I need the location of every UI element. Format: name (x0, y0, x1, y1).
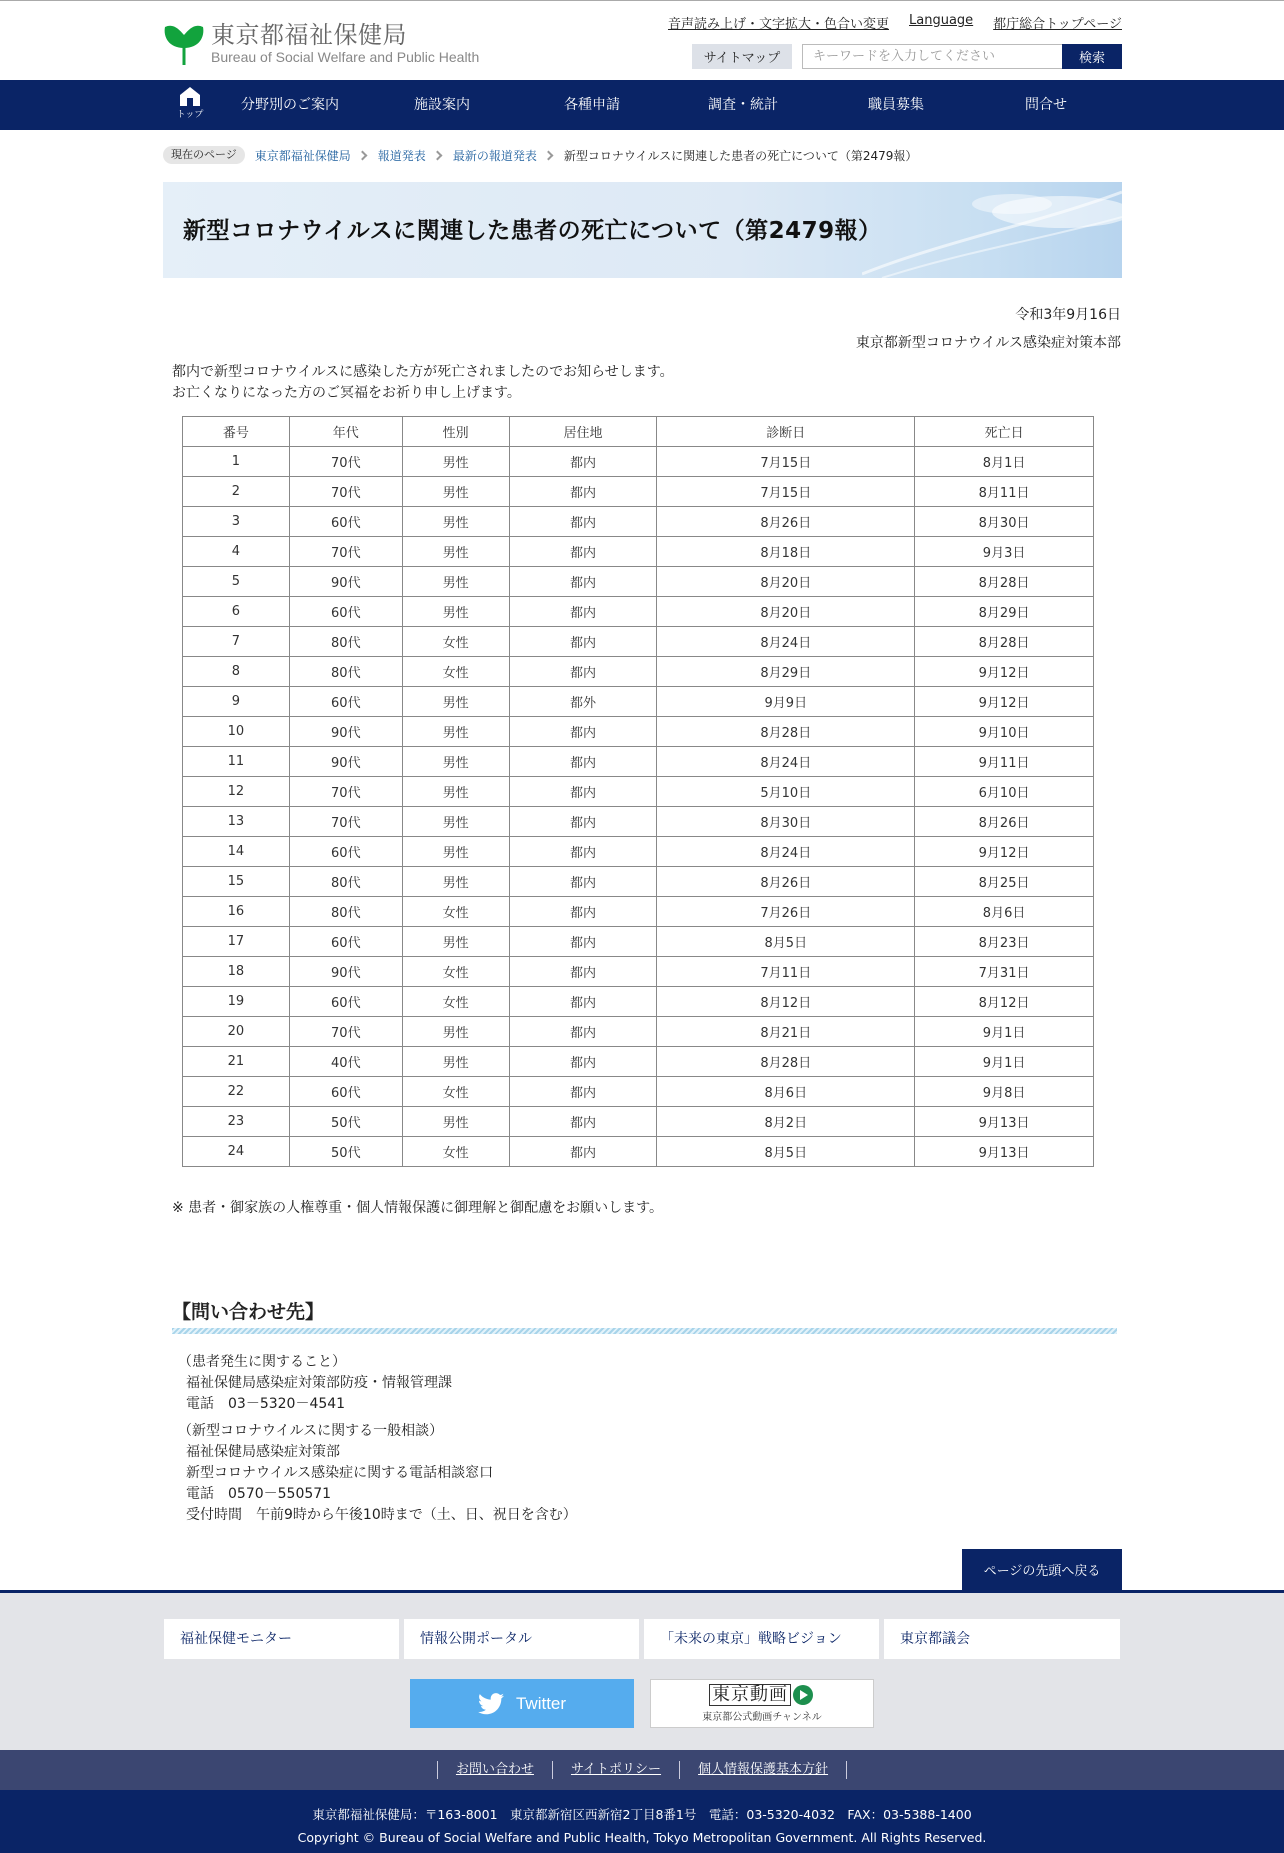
sex-cell: 男性 (402, 567, 509, 597)
search-button[interactable]: 検索 (1062, 44, 1122, 69)
age-group-cell: 70代 (289, 477, 402, 507)
diagnosis-date-cell: 8月24日 (657, 627, 915, 657)
death-date-cell: 9月13日 (915, 1107, 1094, 1137)
table-row (183, 477, 1094, 507)
age-group-cell: 40代 (289, 1047, 402, 1077)
residence-cell: 都内 (509, 927, 657, 957)
table-row (183, 987, 1094, 1017)
nav-surveys[interactable]: 調査・統計 (708, 97, 778, 113)
footer-nav-contact[interactable]: お問い合わせ (437, 1761, 552, 1779)
death-date-cell: 9月12日 (915, 837, 1094, 867)
home-icon (179, 86, 201, 106)
age-group-cell: 70代 (289, 807, 402, 837)
residence-cell: 都内 (509, 1077, 657, 1107)
contact-title: 【問い合わせ先】 (172, 1301, 325, 1323)
age-group-cell: 60代 (289, 507, 402, 537)
residence-cell: 都内 (509, 1017, 657, 1047)
sex-cell: 男性 (402, 747, 509, 777)
issuing-organization: 東京都新型コロナウイルス感染症対策本部 (855, 335, 1121, 351)
contact-heading: （新型コロナウイルスに関する一般相談） (178, 1423, 444, 1439)
residence-cell: 都内 (509, 717, 657, 747)
diagnosis-date-cell: 8月24日 (657, 837, 915, 867)
tokyo-video-logo (651, 1684, 873, 1706)
sex-cell: 女性 (402, 897, 509, 927)
column-header: 死亡日 (915, 417, 1094, 447)
table-row (183, 447, 1094, 477)
row-number-cell: 23 (183, 1107, 290, 1137)
age-group-cell: 80代 (289, 867, 402, 897)
sex-cell: 男性 (402, 837, 509, 867)
residence-cell: 都内 (509, 507, 657, 537)
age-group-cell: 70代 (289, 537, 402, 567)
age-group-cell: 60代 (289, 837, 402, 867)
row-number-cell: 16 (183, 897, 290, 927)
death-date-cell: 8月12日 (915, 987, 1094, 1017)
diagnosis-date-cell: 8月28日 (657, 717, 915, 747)
death-date-cell: 7月31日 (915, 957, 1094, 987)
row-number-cell: 6 (183, 597, 290, 627)
sex-cell: 男性 (402, 1107, 509, 1137)
age-group-cell: 90代 (289, 747, 402, 777)
death-date-cell: 8月1日 (915, 447, 1094, 477)
site-logo[interactable] (163, 21, 479, 65)
residence-cell: 都内 (509, 807, 657, 837)
diagnosis-date-cell: 8月26日 (657, 507, 915, 537)
residence-cell: 都内 (509, 867, 657, 897)
row-number-cell: 3 (183, 507, 290, 537)
contact-line: 新型コロナウイルス感染症に関する電話相談窓口 (186, 1465, 494, 1481)
table-row (183, 1077, 1094, 1107)
sky-decoration (862, 182, 1122, 278)
death-date-cell: 9月8日 (915, 1077, 1094, 1107)
sex-cell: 女性 (402, 657, 509, 687)
age-group-cell: 60代 (289, 1077, 402, 1107)
intro-text (172, 362, 674, 404)
sex-cell: 女性 (402, 627, 509, 657)
intro-line: 都内で新型コロナウイルスに感染した方が死亡されましたのでお知らせします。 (172, 364, 674, 380)
age-group-cell: 80代 (289, 897, 402, 927)
age-group-cell: 80代 (289, 657, 402, 687)
sex-cell: 男性 (402, 717, 509, 747)
tocho-top-link[interactable]: 都庁総合トップページ (993, 17, 1122, 32)
table-row (183, 807, 1094, 837)
breadcrumb-link-latest-press[interactable]: 最新の報道発表 (452, 148, 537, 163)
sex-cell: 男性 (402, 687, 509, 717)
age-group-cell: 90代 (289, 717, 402, 747)
nav-home-label: トップ (176, 110, 204, 120)
diagnosis-date-cell: 8月5日 (657, 1137, 915, 1167)
death-date-cell: 8月28日 (915, 627, 1094, 657)
table-row (183, 567, 1094, 597)
sex-cell: 男性 (402, 1017, 509, 1047)
title-banner (163, 182, 1122, 278)
breadcrumb (163, 146, 917, 164)
row-number-cell: 24 (183, 1137, 290, 1167)
death-date-cell: 9月11日 (915, 747, 1094, 777)
residence-cell: 都内 (509, 447, 657, 477)
contact-line: 電話 03－5320－4541 (186, 1396, 346, 1412)
sex-cell: 女性 (402, 1137, 509, 1167)
tokyo-video-subtitle: 東京都公式動画チャンネル (702, 1712, 822, 1723)
residence-cell: 都内 (509, 777, 657, 807)
death-date-cell: 8月30日 (915, 507, 1094, 537)
table-row (183, 507, 1094, 537)
nav-home[interactable] (172, 86, 208, 126)
row-number-cell: 4 (183, 537, 290, 567)
sex-cell: 男性 (402, 537, 509, 567)
death-date-cell: 8月26日 (915, 807, 1094, 837)
column-header: 診断日 (657, 417, 915, 447)
residence-cell: 都外 (509, 687, 657, 717)
diagnosis-date-cell: 7月11日 (657, 957, 915, 987)
column-header: 年代 (289, 417, 402, 447)
search-input[interactable] (802, 44, 1063, 69)
death-date-cell: 9月13日 (915, 1137, 1094, 1167)
age-group-cell: 90代 (289, 957, 402, 987)
diagnosis-date-cell: 7月15日 (657, 447, 915, 477)
residence-cell: 都内 (509, 957, 657, 987)
death-date-cell: 8月11日 (915, 477, 1094, 507)
row-number-cell: 2 (183, 477, 290, 507)
sex-cell: 女性 (402, 1077, 509, 1107)
row-number-cell: 10 (183, 717, 290, 747)
contact-divider (172, 1328, 1117, 1334)
contact-line: 福祉保健局感染症対策部 (186, 1444, 340, 1460)
breadcrumb-current-page: 新型コロナウイルスに関連した患者の死亡について（第2479報） (563, 148, 918, 163)
chevron-right-icon (357, 150, 367, 160)
table-header-row (183, 417, 1094, 447)
footer-link-assembly[interactable]: 東京都議会 (884, 1619, 1120, 1659)
twitter-label: Twitter (515, 1693, 567, 1713)
death-date-cell: 8月6日 (915, 897, 1094, 927)
tokyo-video-title: 東京動画 (709, 1684, 791, 1706)
death-date-cell: 9月3日 (915, 537, 1094, 567)
column-header: 番号 (183, 417, 290, 447)
death-date-cell: 9月10日 (915, 717, 1094, 747)
diagnosis-date-cell: 5月10日 (657, 777, 915, 807)
contact-block-general (178, 1421, 577, 1526)
age-group-cell: 60代 (289, 987, 402, 1017)
residence-cell: 都内 (509, 897, 657, 927)
accessibility-link[interactable]: 音声読み上げ・文字拡大・色合い変更 (667, 17, 889, 32)
diagnosis-date-cell: 9月9日 (657, 687, 915, 717)
age-group-cell: 50代 (289, 1107, 402, 1137)
contact-line: 受付時間 午前9時から午後10時まで（土、日、祝日を含む） (186, 1507, 577, 1523)
sex-cell: 男性 (402, 1047, 509, 1077)
play-icon (793, 1685, 813, 1705)
row-number-cell: 5 (183, 567, 290, 597)
sex-cell: 男性 (402, 477, 509, 507)
twitter-bird-icon (478, 1693, 504, 1715)
row-number-cell: 21 (183, 1047, 290, 1077)
age-group-cell: 80代 (289, 627, 402, 657)
breadcrumb-link-bureau[interactable]: 東京都福祉保健局 (254, 148, 351, 163)
row-number-cell: 7 (183, 627, 290, 657)
diagnosis-date-cell: 8月20日 (657, 597, 915, 627)
death-date-cell: 9月12日 (915, 687, 1094, 717)
row-number-cell: 11 (183, 747, 290, 777)
table-row (183, 1137, 1094, 1167)
row-number-cell: 12 (183, 777, 290, 807)
diagnosis-date-cell: 8月29日 (657, 657, 915, 687)
table-row (183, 657, 1094, 687)
sex-cell: 男性 (402, 777, 509, 807)
table-row (183, 957, 1094, 987)
column-header: 居住地 (509, 417, 657, 447)
death-date-cell: 9月12日 (915, 657, 1094, 687)
sex-cell: 女性 (402, 957, 509, 987)
death-date-cell: 8月28日 (915, 567, 1094, 597)
residence-cell: 都内 (509, 567, 657, 597)
table-row (183, 537, 1094, 567)
row-number-cell: 1 (183, 447, 290, 477)
diagnosis-date-cell: 8月5日 (657, 927, 915, 957)
footer-copyright: Copyright © Bureau of Social Welfare and Public Health, Tokyo Metropolitan Government. All Rights Reserved. (297, 1830, 987, 1845)
death-date-cell: 9月1日 (915, 1047, 1094, 1077)
chevron-right-icon (543, 150, 553, 160)
residence-cell: 都内 (509, 627, 657, 657)
age-group-cell: 60代 (289, 687, 402, 717)
age-group-cell: 70代 (289, 447, 402, 477)
footer-nav-privacy[interactable]: 個人情報保護基本方針 (679, 1761, 847, 1779)
diagnosis-date-cell: 8月12日 (657, 987, 915, 1017)
language-link[interactable]: Language (909, 13, 974, 28)
diagnosis-date-cell: 8月21日 (657, 1017, 915, 1047)
privacy-note: ※ 患者・御家族の人権尊重・個人情報保護に御理解と御配慮をお願いします。 (172, 1200, 664, 1216)
footer-nav-site-policy[interactable]: サイトポリシー (552, 1761, 679, 1779)
table-row (183, 747, 1094, 777)
table-row (183, 1047, 1094, 1077)
row-number-cell: 13 (183, 807, 290, 837)
table-row (183, 837, 1094, 867)
page-title: 新型コロナウイルスに関連した患者の死亡について（第2479報） (183, 218, 882, 244)
sex-cell: 男性 (402, 807, 509, 837)
diagnosis-date-cell: 8月26日 (657, 867, 915, 897)
sex-cell: 男性 (402, 507, 509, 537)
residence-cell: 都内 (509, 747, 657, 777)
diagnosis-date-cell: 7月15日 (657, 477, 915, 507)
residence-cell: 都内 (509, 987, 657, 1017)
tokyo-video-button[interactable] (650, 1679, 874, 1728)
row-number-cell: 14 (183, 837, 290, 867)
ginkgo-leaf-icon (163, 21, 205, 65)
footer-bottom (0, 1790, 1284, 1853)
site-header (0, 0, 1284, 80)
intro-line: お亡くなりになった方のご冥福をお祈り申し上げます。 (172, 385, 521, 401)
diagnosis-date-cell: 8月18日 (657, 537, 915, 567)
diagnosis-date-cell: 8月6日 (657, 1077, 915, 1107)
diagnosis-date-cell: 8月30日 (657, 807, 915, 837)
release-date: 令和3年9月16日 (1015, 307, 1121, 323)
logo-japanese: 東京都福祉保健局 (211, 21, 407, 49)
nav-contact[interactable]: 問合せ (1025, 97, 1067, 113)
residence-cell: 都内 (509, 1137, 657, 1167)
nav-facilities[interactable]: 施設案内 (414, 97, 470, 113)
row-number-cell: 18 (183, 957, 290, 987)
row-number-cell: 20 (183, 1017, 290, 1047)
sex-cell: 男性 (402, 597, 509, 627)
table-row (183, 717, 1094, 747)
row-number-cell: 22 (183, 1077, 290, 1107)
footer-link-info-portal[interactable]: 情報公開ポータル (404, 1619, 639, 1659)
sex-cell: 男性 (402, 867, 509, 897)
table-row (183, 777, 1094, 807)
global-nav (0, 80, 1284, 130)
residence-cell: 都内 (509, 537, 657, 567)
age-group-cell: 60代 (289, 927, 402, 957)
table-row (183, 627, 1094, 657)
table-row (183, 1107, 1094, 1137)
residence-cell: 都内 (509, 657, 657, 687)
footer-address: 東京都福祉保健局：〒163-8001 東京都新宿区西新宿2丁目8番1号 電話：03-5320-4032 FAX：03-5388-1400 (312, 1807, 972, 1822)
nav-recruitment[interactable]: 職員募集 (868, 97, 924, 113)
back-to-top-button[interactable]: ページの先頭へ戻る (962, 1549, 1122, 1590)
footer-nav (0, 1750, 1284, 1790)
diagnosis-date-cell: 8月20日 (657, 567, 915, 597)
contact-line: 電話 0570－550571 (186, 1486, 332, 1502)
nav-applications[interactable]: 各種申請 (564, 97, 620, 113)
age-group-cell: 70代 (289, 777, 402, 807)
table-row (183, 897, 1094, 927)
diagnosis-date-cell: 8月24日 (657, 747, 915, 777)
death-date-cell: 8月29日 (915, 597, 1094, 627)
sitemap-button[interactable]: サイトマップ (692, 44, 792, 69)
age-group-cell: 60代 (289, 597, 402, 627)
footer-link-future-tokyo[interactable]: 「未来の東京」戦略ビジョン (644, 1619, 879, 1659)
twitter-button[interactable] (410, 1679, 634, 1728)
table-row (183, 597, 1094, 627)
death-date-cell: 6月10日 (915, 777, 1094, 807)
contact-block-outbreak (178, 1352, 452, 1415)
chevron-right-icon (432, 150, 442, 160)
column-header: 性別 (402, 417, 509, 447)
residence-cell: 都内 (509, 1107, 657, 1137)
death-date-cell: 8月25日 (915, 867, 1094, 897)
contact-heading: （患者発生に関すること） (178, 1354, 346, 1370)
age-group-cell: 50代 (289, 1137, 402, 1167)
row-number-cell: 15 (183, 867, 290, 897)
top-links (668, 13, 1122, 32)
breadcrumb-link-press[interactable]: 報道発表 (377, 148, 426, 163)
age-group-cell: 70代 (289, 1017, 402, 1047)
site-footer (0, 1590, 1284, 1853)
diagnosis-date-cell: 8月2日 (657, 1107, 915, 1137)
diagnosis-date-cell: 8月28日 (657, 1047, 915, 1077)
row-number-cell: 17 (183, 927, 290, 957)
sex-cell: 男性 (402, 447, 509, 477)
contact-line: 福祉保健局感染症対策部防疫・情報管理課 (186, 1375, 452, 1391)
sex-cell: 男性 (402, 927, 509, 957)
row-number-cell: 9 (183, 687, 290, 717)
residence-cell: 都内 (509, 477, 657, 507)
logo-english: Bureau of Social Welfare and Public Health (211, 49, 480, 65)
deaths-table (182, 416, 1094, 1167)
age-group-cell: 90代 (289, 567, 402, 597)
sex-cell: 女性 (402, 987, 509, 1017)
table-row (183, 927, 1094, 957)
row-number-cell: 19 (183, 987, 290, 1017)
nav-fields[interactable]: 分野別のご案内 (241, 97, 339, 113)
residence-cell: 都内 (509, 597, 657, 627)
residence-cell: 都内 (509, 1047, 657, 1077)
residence-cell: 都内 (509, 837, 657, 867)
death-date-cell: 8月23日 (915, 927, 1094, 957)
breadcrumb-current-label: 現在のページ (163, 146, 245, 164)
table-row (183, 1017, 1094, 1047)
death-date-cell: 9月1日 (915, 1017, 1094, 1047)
footer-link-monitor[interactable]: 福祉保健モニター (164, 1619, 399, 1659)
diagnosis-date-cell: 7月26日 (657, 897, 915, 927)
table-row (183, 687, 1094, 717)
row-number-cell: 8 (183, 657, 290, 687)
table-row (183, 867, 1094, 897)
